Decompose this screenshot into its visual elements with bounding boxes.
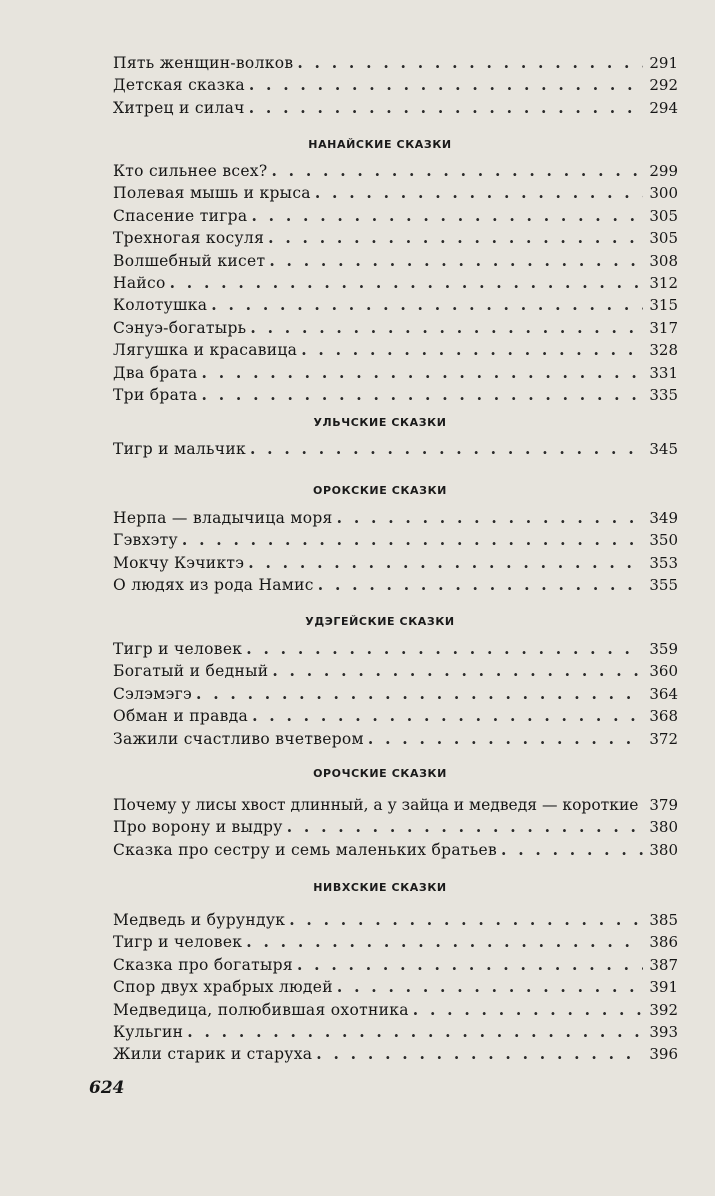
toc-entry-page: 353	[649, 553, 678, 572]
toc-entry-page: 364	[649, 684, 678, 703]
dot-leader	[211, 294, 643, 316]
toc-entry-page: 305	[649, 229, 678, 248]
toc-entry	[113, 250, 678, 272]
toc-entry-page: 300	[649, 184, 678, 203]
toc-entry-title: Нерпа — владычица моря	[113, 509, 333, 527]
section-heading: ОРОЧСКИЕ СКАЗКИ	[313, 767, 447, 780]
toc-entry-title: Полевая мышь и крыса	[113, 184, 311, 203]
toc-entry-title: Три брата	[113, 385, 198, 404]
toc-entry-page: 392	[649, 1000, 678, 1019]
dot-leader	[182, 529, 643, 551]
toc-entry	[113, 227, 678, 249]
toc-entry-page: 380	[649, 840, 678, 859]
toc-entry	[113, 1021, 678, 1043]
toc-entry-title: Сэлэмэгэ	[113, 684, 193, 703]
toc-entry	[113, 507, 678, 529]
toc-entry	[113, 1043, 678, 1065]
dot-leader	[271, 160, 643, 182]
toc-entry-title: Тигр и человек	[113, 933, 243, 952]
toc-entry-page: 299	[649, 162, 678, 180]
toc-entry-page: 372	[649, 729, 678, 748]
toc-entry-title: Тигр и мальчик	[113, 440, 246, 458]
toc-entry	[113, 74, 678, 96]
section-heading: УДЭГЕЙСКИЕ СКАЗКИ	[305, 615, 455, 628]
toc-group-nanai	[113, 160, 678, 406]
toc-entry-title: Медведь и бурундук	[113, 911, 286, 929]
toc-entry-title: Сказка про сестру и семь маленьких братьев	[113, 840, 498, 859]
toc-entry-title: Хитрец и силач	[113, 98, 245, 117]
toc-entry-page: 387	[649, 955, 678, 974]
dot-leader	[187, 1021, 643, 1043]
dot-leader	[251, 205, 643, 227]
toc-entry-title: Лягушка и красавица	[113, 341, 298, 360]
dot-leader	[268, 227, 643, 249]
toc-entry	[113, 339, 678, 361]
toc-entry	[113, 683, 678, 705]
section-heading: УЛЬЧСКИЕ СКАЗКИ	[313, 416, 447, 429]
toc-entry	[113, 660, 678, 682]
dot-leader	[501, 839, 643, 861]
toc-entry-title: Зажили счастливо вчетвером	[113, 729, 364, 748]
toc-entry	[113, 728, 678, 750]
toc-entry-title: Кто сильнее всех?	[113, 162, 268, 180]
toc-group-udege	[113, 638, 678, 750]
section-heading: ОРОКСКИЕ СКАЗКИ	[313, 484, 447, 497]
dot-leader	[249, 97, 644, 119]
dot-leader	[337, 507, 644, 529]
toc-entry	[113, 97, 678, 119]
dot-leader	[248, 552, 643, 574]
toc-entry-page: 292	[649, 76, 678, 95]
toc-entry-page: 308	[649, 251, 678, 270]
toc-entry-page: 335	[649, 385, 678, 404]
toc-group-continued	[113, 52, 678, 119]
toc-entry-page: 368	[649, 707, 678, 726]
toc-entry-page: 294	[649, 98, 678, 117]
toc-group-ulch	[113, 438, 678, 460]
toc-entry-title: Детская сказка	[113, 76, 245, 95]
dot-leader	[252, 705, 643, 727]
toc-entry-title: Мокчу Кэчиктэ	[113, 553, 245, 572]
dot-leader	[289, 909, 643, 931]
dot-leader	[301, 339, 643, 361]
toc-entry	[113, 954, 678, 976]
toc-entry	[113, 205, 678, 227]
toc-entry-page: 359	[649, 640, 678, 658]
toc-entry	[113, 574, 678, 596]
toc-entry	[113, 638, 678, 660]
toc-entry-title: Кульгин	[113, 1022, 184, 1041]
dot-leader	[287, 816, 644, 838]
toc-entry-title: Спор двух храбрых людей	[113, 978, 333, 997]
toc-entry-page: 385	[649, 911, 678, 929]
dot-leader	[249, 74, 644, 96]
dot-leader	[297, 52, 643, 74]
toc-entry-title: Волшебный кисет	[113, 251, 266, 270]
toc-entry-page: 350	[649, 531, 678, 550]
toc-entry-title: Спасение тигра	[113, 206, 248, 225]
toc-entry	[113, 931, 678, 953]
toc-entry	[113, 909, 678, 931]
toc-entry	[113, 816, 678, 838]
toc-entry	[113, 529, 678, 551]
toc-entry-page: 312	[649, 273, 678, 292]
dot-leader	[170, 272, 644, 294]
toc-entry-page: 355	[649, 576, 678, 595]
toc-group-nivkh	[113, 909, 678, 1066]
toc-entry-title: Почему у лисы хвост длинный, а у зайца и медведя — короткие	[113, 796, 639, 814]
toc-entry-page: 305	[649, 206, 678, 225]
toc-entry-page: 317	[649, 318, 678, 337]
toc-entry-page: 380	[649, 818, 678, 837]
dot-leader	[413, 999, 644, 1021]
toc-entry-title: Два брата	[113, 363, 198, 382]
toc-entry	[113, 362, 678, 384]
toc-entry-title: Жили старик и старуха	[113, 1045, 313, 1064]
toc-entry	[113, 272, 678, 294]
toc-entry-page: 328	[649, 341, 678, 360]
toc-group-oroch	[113, 794, 678, 861]
toc-entry-title: Сказка про богатыря	[113, 955, 293, 974]
dot-leader	[250, 317, 643, 339]
toc-entry-page: 360	[649, 662, 678, 681]
toc-entry-title: О людях из рода Намис	[113, 576, 314, 595]
toc-entry-page: 315	[649, 296, 678, 315]
toc-entry-page: 291	[649, 54, 678, 72]
toc-entry	[113, 552, 678, 574]
toc-entry-page: 345	[649, 440, 678, 458]
dot-leader	[368, 728, 643, 750]
toc-entry-page: 331	[649, 363, 678, 382]
toc-entry-page: 386	[649, 933, 678, 952]
toc-entry-title: Тигр и человек	[113, 640, 243, 658]
toc-entry-title: Медведица, полюбившая охотника	[113, 1000, 409, 1019]
toc-entry-title: Гэвхэту	[113, 531, 178, 550]
toc-entry	[113, 182, 678, 204]
toc-entry	[113, 705, 678, 727]
toc-entry	[113, 294, 678, 316]
toc-entry-title: Обман и правда	[113, 707, 249, 726]
toc-entry	[113, 317, 678, 339]
toc-entry-page: 391	[649, 978, 678, 997]
dot-leader	[337, 976, 643, 998]
toc-entry	[113, 794, 678, 816]
toc-entry	[113, 438, 678, 460]
dot-leader	[250, 438, 643, 460]
toc-entry	[113, 976, 678, 998]
dot-leader	[297, 954, 643, 976]
toc-entry-title: Трехногая косуля	[113, 229, 265, 248]
toc-entry-title: Богатый и бедный	[113, 662, 269, 681]
dot-leader	[246, 931, 643, 953]
toc-entry-title: Найсо	[113, 273, 166, 292]
dot-leader	[196, 683, 643, 705]
dot-leader	[269, 250, 643, 272]
dot-leader	[202, 384, 644, 406]
dot-leader	[246, 638, 643, 660]
toc-entry-title: Пять женщин-волков	[113, 54, 294, 72]
page-number: 624	[89, 1078, 125, 1098]
toc-entry-page: 349	[649, 509, 678, 527]
toc-entry-page: 396	[649, 1045, 678, 1064]
toc-entry-page: 379	[649, 796, 678, 814]
section-heading: НИВХСКИЕ СКАЗКИ	[313, 881, 447, 894]
section-heading: НАНАЙСКИЕ СКАЗКИ	[308, 138, 452, 151]
toc-entry	[113, 839, 678, 861]
toc-entry	[113, 384, 678, 406]
toc-entry	[113, 999, 678, 1021]
dot-leader	[272, 660, 643, 682]
toc-entry-page: 393	[649, 1022, 678, 1041]
toc-entry	[113, 52, 678, 74]
toc-entry	[113, 160, 678, 182]
dot-leader	[316, 1043, 643, 1065]
toc-entry-title: Про ворону и выдру	[113, 818, 283, 837]
dot-leader	[315, 182, 644, 204]
toc-group-orok	[113, 507, 678, 597]
toc-entry-title: Сэнуэ-богатырь	[113, 318, 247, 337]
dot-leader	[202, 362, 644, 384]
toc-entry-title: Колотушка	[113, 296, 208, 315]
dot-leader	[318, 574, 644, 596]
